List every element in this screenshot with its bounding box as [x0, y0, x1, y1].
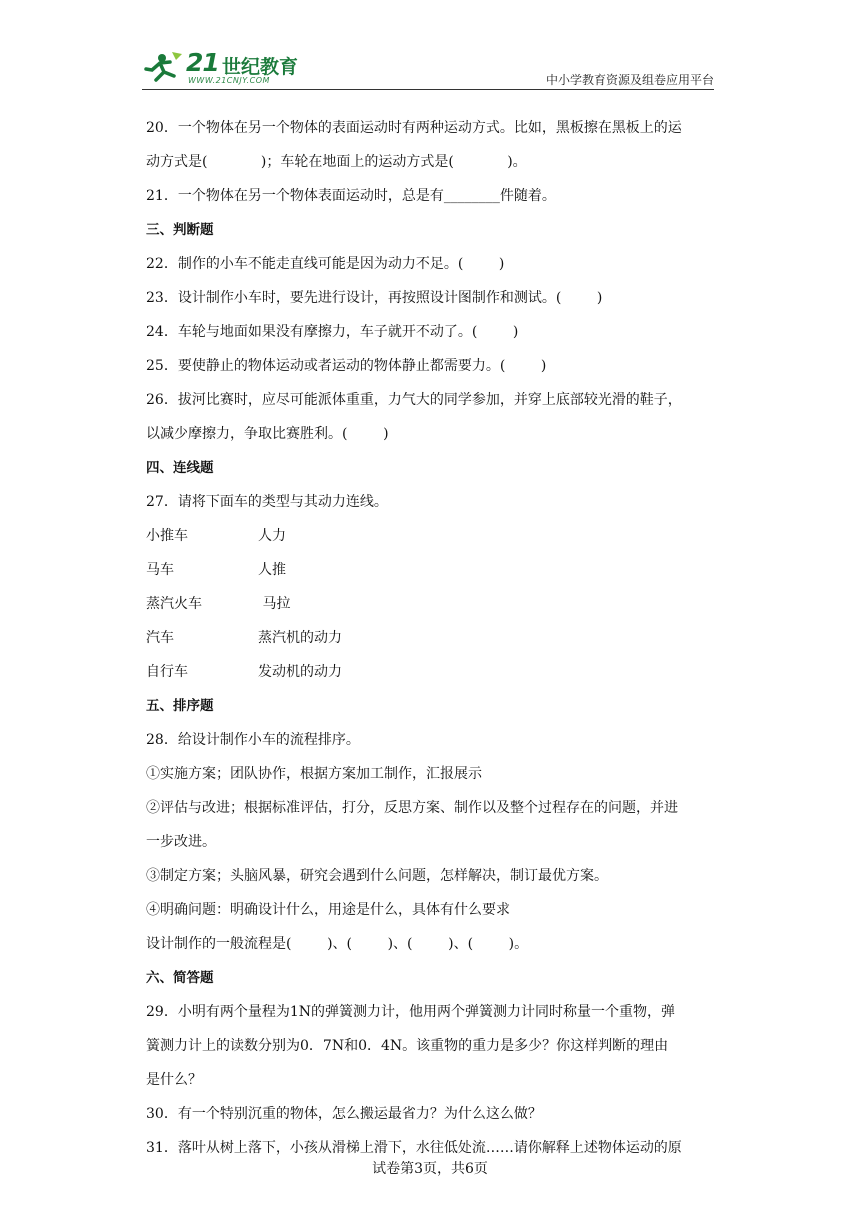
question-31: 31．落叶从树上落下，小孩从滑梯上滑下，水往低处流……请你解释上述物体运动的原	[146, 1140, 682, 1156]
page-footer: 试卷第3页，共6页	[372, 1161, 488, 1177]
question-26-line-1: 26．拔河比赛时，应尽可能派体重重，力气大的同学参加，并穿上底部较光滑的鞋子，	[146, 392, 682, 408]
vehicle-type: 小推车	[146, 528, 188, 544]
question-29-line-2: 簧测力计上的读数分别为0．7N和0．4N。该重物的重力是多少？你这样判断的理由	[146, 1038, 669, 1054]
question-29-line-3: 是什么？	[146, 1072, 202, 1088]
match-row	[146, 658, 718, 692]
vehicle-type: 汽车	[146, 630, 174, 646]
question-26-line-2: 以减少摩擦力，争取比赛胜利。( )	[146, 426, 389, 442]
question-30: 30．有一个特别沉重的物体，怎么搬运最省力？为什么这么做？	[146, 1106, 542, 1122]
question-24: 24．车轮与地面如果没有摩擦力，车子就开不动了。( )	[146, 324, 519, 340]
question-23: 23．设计制作小车时，要先进行设计，再按照设计图制作和测试。( )	[146, 290, 603, 306]
vehicle-type: 自行车	[146, 664, 188, 680]
platform-name: 中小学教育资源及组卷应用平台	[545, 73, 714, 87]
question-20-line-1: 20．一个物体在另一个物体的表面运动时有两种运动方式。比如，黑板擦在黑板上的运	[146, 120, 682, 136]
question-28: 28．给设计制作小车的流程排序。	[146, 732, 360, 748]
power-source: 发动机的动力	[258, 664, 342, 680]
match-row	[146, 624, 718, 658]
vehicle-type: 蒸汽火车	[146, 596, 202, 612]
step-4: ④明确问题：明确设计什么，用途是什么，具体有什么要求	[146, 902, 510, 918]
step-2-line-2: 一步改进。	[146, 834, 216, 850]
question-22: 22．制作的小车不能走直线可能是因为动力不足。( )	[146, 256, 505, 272]
exam-content	[146, 114, 718, 1168]
question-21: 21．一个物体在另一个物体表面运动时，总是有________件随着。	[146, 188, 556, 204]
power-source: 马拉	[258, 596, 291, 612]
runner-logo-icon	[142, 50, 184, 86]
page-header	[142, 44, 714, 90]
step-2-line-1: ②评估与改进；根据标准评估，打分，反思方案、制作以及整个过程存在的问题，并进	[146, 800, 678, 816]
match-row	[146, 522, 718, 556]
header-divider	[142, 89, 714, 90]
logo-number: 21	[186, 48, 219, 77]
section-heading-short-answer: 六、简答题	[146, 970, 214, 986]
logo-url: WWW.21CNJY.COM	[188, 76, 270, 85]
question-20-line-2: 动方式是( )；车轮在地面上的运动方式是( )。	[146, 154, 527, 170]
logo	[142, 44, 342, 90]
power-source: 人力	[258, 528, 286, 544]
question-27: 27．请将下面车的类型与其动力连线。	[146, 494, 388, 510]
question-29-line-1: 29．小明有两个量程为1N的弹簧测力计，他用两个弹簧测力计同时称量一个重物，弹	[146, 1004, 675, 1020]
match-row	[146, 590, 718, 624]
vehicle-type: 马车	[146, 562, 174, 578]
section-heading-judgment: 三、判断题	[146, 222, 214, 238]
logo-text: 世纪教育	[222, 56, 299, 78]
step-3: ③制定方案；头脑风暴，研究会遇到什么问题，怎样解决，制订最优方案。	[146, 868, 608, 884]
power-source: 蒸汽机的动力	[258, 630, 342, 646]
match-row	[146, 556, 718, 590]
step-1: ①实施方案；团队协作，根据方案加工制作，汇报展示	[146, 766, 482, 782]
question-25: 25．要使静止的物体运动或者运动的物体静止都需要力。( )	[146, 358, 547, 374]
ordering-answer-line: 设计制作的一般流程是( )、( )、( )、( )。	[146, 936, 529, 952]
section-heading-ordering: 五、排序题	[146, 698, 214, 714]
section-heading-matching: 四、连线题	[146, 460, 214, 476]
power-source: 人推	[258, 562, 286, 578]
